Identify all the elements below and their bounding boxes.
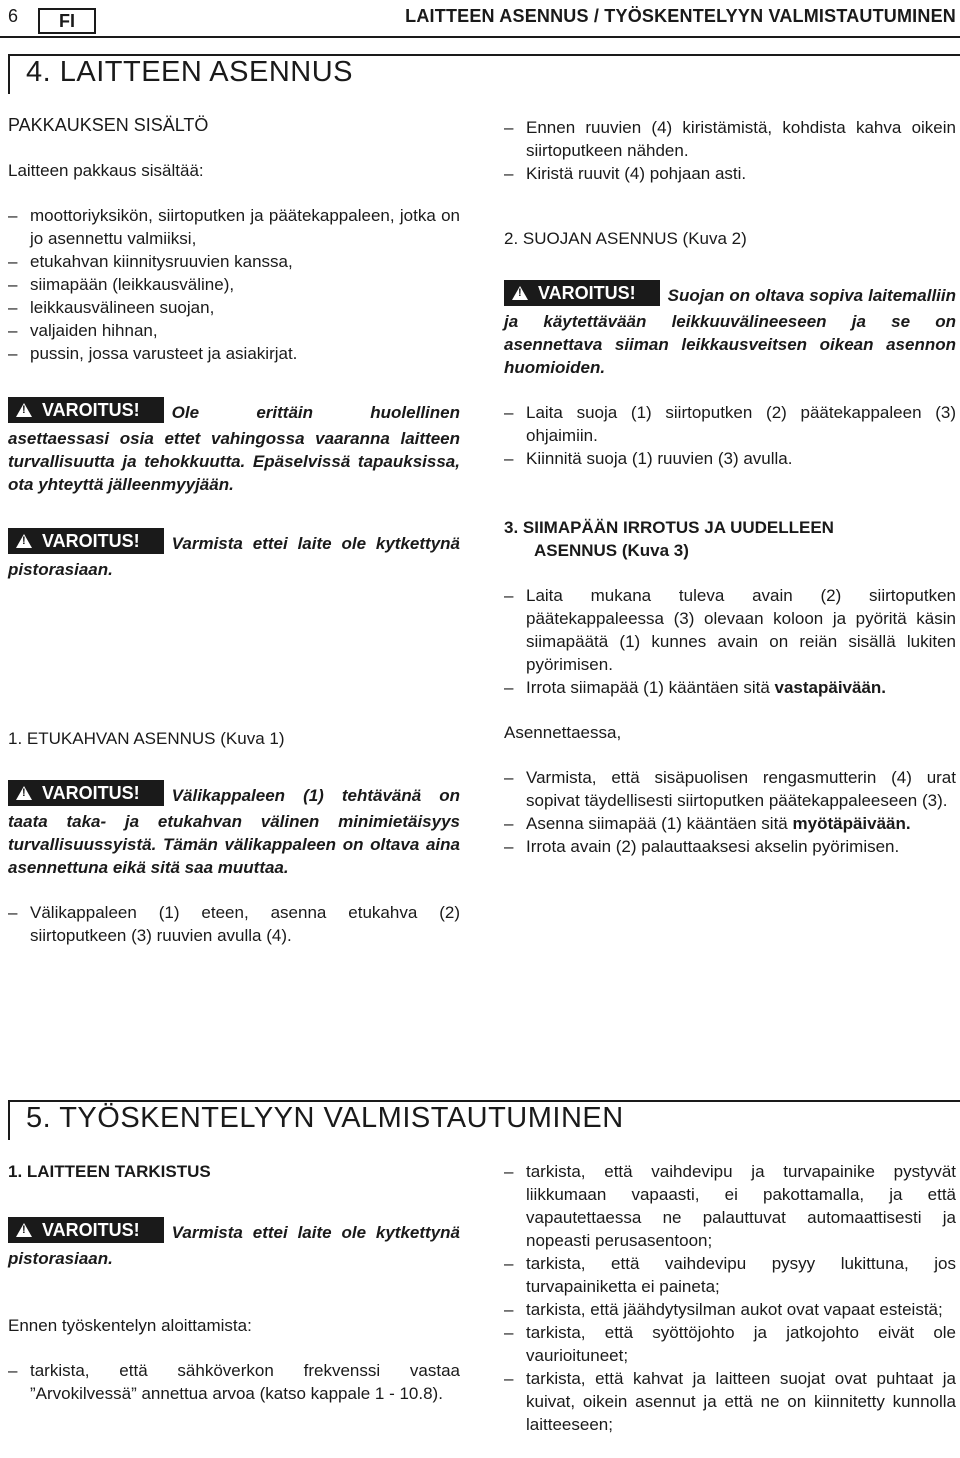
list-item: – pussin, jossa varusteet ja asiakirjat. [8, 342, 460, 365]
list-item: – tarkista, että syöttöjohto ja jatkojohto eivät ole vaurioituneet; [504, 1321, 956, 1367]
sub3-heading [504, 516, 956, 562]
warning-badge [8, 397, 164, 423]
warning-label: VAROITUS! [42, 782, 140, 803]
header-rule [0, 36, 960, 38]
warning-unplugged [8, 532, 460, 581]
list-item [504, 676, 956, 699]
sub2-heading: 2. SUOJAN ASENNUS (Kuva 2) [504, 229, 747, 248]
page-number: 6 [8, 6, 19, 26]
package-heading: PAKKAUKSEN SISÄLTÖ [8, 115, 209, 135]
sub1-block [8, 727, 460, 947]
warning-text: Varmista ettei laite ole kytkettynä pistorasiaan. [8, 534, 460, 579]
package-intro: Laitteen pakkaus sisältää: [8, 161, 204, 180]
list-item [504, 812, 956, 835]
sub3-heading-line1: 3. SIIMAPÄÄN IRROTUS JA UUDELLEEN [504, 518, 834, 537]
list-item: – etukahvan kiinnitysruuvien kanssa, [8, 250, 460, 273]
warning-triangle-icon [16, 403, 32, 417]
section4-right-column [504, 116, 956, 858]
warning-badge [8, 1217, 164, 1243]
list-item: – leikkausvälineen suojan, [8, 296, 460, 319]
warning-badge [8, 780, 164, 806]
list-item: – tarkista, että sähköverkon frekvenssi vastaa ”Arvokilvessä” annettua arvoa (katso kappale 1 - 10.8). [8, 1359, 460, 1405]
warning-text: Välikappaleen (1) tehtävänä on taata taka- ja etukahvan välinen minimietäisyys turvallisuussyistä. Tämän välikappaleen on oltava aina asennettuna eikä sitä saa muuttaa. [8, 786, 460, 877]
package-list [8, 204, 460, 365]
list-item: – siimapään (leikkausväline), [8, 273, 460, 296]
warning-triangle-icon [16, 1223, 32, 1237]
list-item: – Kiinnitä suoja (1) ruuvien (3) avulla. [504, 447, 956, 470]
warning-triangle-icon [512, 286, 528, 300]
checks-intro: Ennen työskentelyn aloittamista: [8, 1316, 252, 1335]
running-header-title: LAITTEEN ASENNUS / TYÖSKENTELYYN VALMISTAUTUMINEN [405, 6, 956, 26]
list-item-emphasis: vastapäivään. [774, 678, 887, 697]
list-item-text: Asenna siimapää (1) kääntäen sitä [526, 814, 793, 833]
warning-label: VAROITUS! [42, 399, 140, 420]
warning-spacer [8, 784, 460, 879]
warning-label: VAROITUS! [538, 282, 636, 303]
sub1-heading: 1. ETUKAHVAN ASENNUS (Kuva 1) [8, 729, 285, 748]
warning-label: VAROITUS! [42, 530, 140, 551]
sub3-heading-line2: ASENNUS (Kuva 3) [534, 541, 689, 560]
language-code: FI [59, 10, 75, 31]
list-item: – tarkista, että jäähdytysilman aukot ovat vapaat esteistä; [504, 1298, 956, 1321]
list-item: – tarkista, että kahvat ja laitteen suojat ovat puhtaat ja kuivat, oikein asennut ja että ne on kiinnitetty kunnolla laitteeseen; [504, 1367, 956, 1436]
warning-triangle-icon [16, 786, 32, 800]
list-item: – valjaiden hihnan, [8, 319, 460, 342]
section5-right-column [504, 1160, 956, 1436]
list-item: – Ennen ruuvien (4) kiristämistä, kohdista kahva oikein siirtoputkeen nähden. [504, 116, 956, 162]
list-item-emphasis: myötäpäivään. [792, 814, 911, 833]
section5-title: 5. TYÖSKENTELYYN VALMISTAUTUMINEN [26, 1102, 624, 1134]
section4-left-column [8, 114, 460, 581]
list-item: – Kiristä ruuvit (4) pohjaan asti. [504, 162, 956, 185]
list-item: – Varmista, että sisäpuolisen rengasmutterin (4) urat sopivat täydellisesti siirtoputken päätekappaleeseen (3). [504, 766, 956, 812]
list-item-text: Irrota siimapää (1) kääntäen sitä [526, 678, 775, 697]
warning-badge [8, 528, 164, 554]
warning-guard [504, 284, 956, 379]
warning-unplugged-2 [8, 1221, 460, 1270]
warning-assembly [8, 401, 460, 496]
warning-triangle-icon [16, 534, 32, 548]
list-item: – Irrota avain (2) palauttaaksesi akselin pyörimisen. [504, 835, 956, 858]
warning-badge [504, 280, 660, 306]
section5-sub1-heading: 1. LAITTEEN TARKISTUS [8, 1162, 211, 1181]
warning-label: VAROITUS! [42, 1219, 140, 1240]
language-badge [38, 8, 96, 34]
warning-text: Suojan on oltava sopiva laitemalliin ja käytettävään leikkuuvälineeseen ja se on asennettava siiman leikkausveitsen oikean asennon huomioiden. [504, 286, 956, 377]
warning-text: Varmista ettei laite ole kytkettynä pistorasiaan. [8, 1223, 460, 1268]
mounting-intro: Asennettaessa, [504, 723, 622, 742]
section5-left-column [8, 1160, 460, 1405]
list-item: – tarkista, että vaihdevipu ja turvapainike pystyvät liikkumaan vapaasti, ei pakottamalla, ja että vapautettaessa ne palauttuvat automaattisesti ja nopeasti perusasentoon; [504, 1160, 956, 1252]
section4-title: 4. LAITTEEN ASENNUS [26, 56, 353, 88]
list-item: – Laita suoja (1) siirtoputken (2) päätekappaleen (3) ohjaimiin. [504, 401, 956, 447]
list-item: – Laita mukana tuleva avain (2) siirtoputken päätekappaleessa (3) olevaan koloon ja pyöritä käsin siimapäätä (1) kunnes avain on reiän sisällä lukiten pyörimisen. [504, 584, 956, 676]
list-item: – moottoriyksikön, siirtoputken ja päätekappaleen, jotka on jo asennettu valmiiksi, [8, 204, 460, 250]
warning-text: Ole erittäin huolellinen asettaessasi osia ettet vahingossa vaaranna laitteen turvallisuutta ja tehokkuutta. Epäselvissä tapauksissa, ota yhteyttä jälleenmyyjään. [8, 403, 460, 494]
list-item: – Välikappaleen (1) eteen, asenna etukahva (2) siirtoputkeen (3) ruuvien avulla (4). [8, 901, 460, 947]
list-item: – tarkista, että vaihdevipu pysyy lukittuna, jos turvapainiketta ei paineta; [504, 1252, 956, 1298]
